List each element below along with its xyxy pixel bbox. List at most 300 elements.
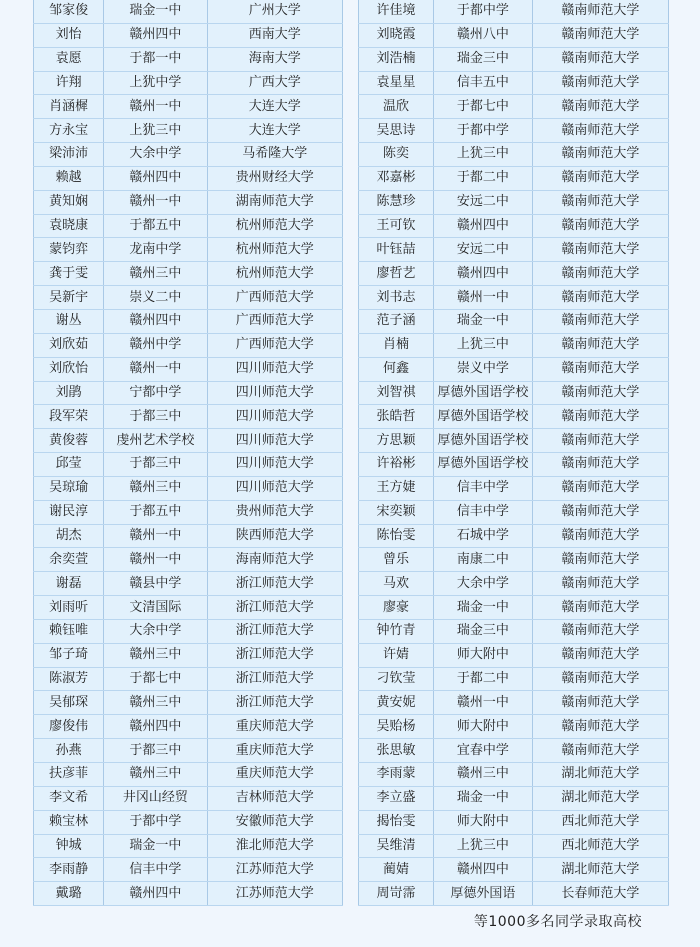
university-cell: 杭州师范大学 xyxy=(207,238,343,262)
high-school-cell: 瑞金一中 xyxy=(433,309,532,333)
high-school-cell: 赣县中学 xyxy=(104,572,207,596)
high-school-cell: 赣州四中 xyxy=(433,858,532,882)
high-school-cell: 赣州三中 xyxy=(104,763,207,787)
admission-table-right xyxy=(358,0,669,906)
university-cell: 赣南师范大学 xyxy=(532,23,668,47)
student-name-cell: 梁沛沛 xyxy=(34,143,104,167)
student-name-cell: 袁愿 xyxy=(34,47,104,71)
student-name-cell: 刘怡 xyxy=(34,23,104,47)
university-cell: 赣南师范大学 xyxy=(532,596,668,620)
university-cell: 重庆师范大学 xyxy=(207,715,343,739)
table-row xyxy=(359,810,669,834)
table-row xyxy=(359,0,669,23)
university-cell: 贵州师范大学 xyxy=(207,500,343,524)
table-row xyxy=(34,786,343,810)
student-name-cell: 邹家俊 xyxy=(34,0,104,23)
table-row xyxy=(359,23,669,47)
university-cell: 江苏师范大学 xyxy=(207,882,343,906)
table-row xyxy=(34,95,343,119)
student-name-cell: 邱莹 xyxy=(34,453,104,477)
table-row xyxy=(359,548,669,572)
high-school-cell: 上犹三中 xyxy=(433,834,532,858)
high-school-cell: 赣州一中 xyxy=(104,548,207,572)
high-school-cell: 于都三中 xyxy=(104,453,207,477)
student-name-cell: 吴贻杨 xyxy=(359,715,434,739)
high-school-cell: 崇义中学 xyxy=(433,357,532,381)
university-cell: 湖南师范大学 xyxy=(207,190,343,214)
footer-summary: 等1000多名同学录取高校 xyxy=(473,914,642,930)
student-name-cell: 方思颖 xyxy=(359,429,434,453)
student-name-cell: 许婧 xyxy=(359,643,434,667)
university-cell: 赣南师范大学 xyxy=(532,119,668,143)
table-row xyxy=(359,739,669,763)
high-school-cell: 赣州四中 xyxy=(433,214,532,238)
table-row xyxy=(359,763,669,787)
university-cell: 赣南师范大学 xyxy=(532,500,668,524)
high-school-cell: 龙南中学 xyxy=(104,238,207,262)
student-name-cell: 王可钦 xyxy=(359,214,434,238)
university-cell: 安徽师范大学 xyxy=(207,810,343,834)
table-row xyxy=(359,405,669,429)
table-row xyxy=(34,858,343,882)
student-name-cell: 马欢 xyxy=(359,572,434,596)
high-school-cell: 上犹三中 xyxy=(433,333,532,357)
table-row xyxy=(359,691,669,715)
high-school-cell: 大余中学 xyxy=(104,619,207,643)
table-row xyxy=(359,262,669,286)
high-school-cell: 瑞金一中 xyxy=(433,596,532,620)
student-name-cell: 刘鹃 xyxy=(34,381,104,405)
high-school-cell: 赣州三中 xyxy=(104,262,207,286)
high-school-cell: 瑞金一中 xyxy=(104,834,207,858)
high-school-cell: 师大附中 xyxy=(433,715,532,739)
student-name-cell: 周岢霈 xyxy=(359,882,434,906)
student-name-cell: 许翔 xyxy=(34,71,104,95)
student-name-cell: 陈淑芳 xyxy=(34,667,104,691)
university-cell: 赣南师范大学 xyxy=(532,667,668,691)
university-cell: 赣南师范大学 xyxy=(532,95,668,119)
student-name-cell: 方永宝 xyxy=(34,119,104,143)
student-name-cell: 揭怡雯 xyxy=(359,810,434,834)
table-row xyxy=(359,238,669,262)
university-cell: 湖北师范大学 xyxy=(532,858,668,882)
table-row xyxy=(34,71,343,95)
high-school-cell: 于都二中 xyxy=(433,166,532,190)
university-cell: 赣南师范大学 xyxy=(532,643,668,667)
high-school-cell: 安远二中 xyxy=(433,190,532,214)
table-row xyxy=(34,23,343,47)
university-cell: 大连大学 xyxy=(207,95,343,119)
table-row xyxy=(34,548,343,572)
high-school-cell: 于都七中 xyxy=(104,667,207,691)
university-cell: 赣南师范大学 xyxy=(532,524,668,548)
table-row xyxy=(34,143,343,167)
high-school-cell: 宁都中学 xyxy=(104,381,207,405)
student-name-cell: 刘雨听 xyxy=(34,596,104,620)
table-row xyxy=(34,476,343,500)
university-cell: 湖北师范大学 xyxy=(532,763,668,787)
student-name-cell: 陈怡雯 xyxy=(359,524,434,548)
high-school-cell: 赣州一中 xyxy=(104,357,207,381)
table-row xyxy=(34,309,343,333)
university-cell: 赣南师范大学 xyxy=(532,357,668,381)
student-name-cell: 赖钰唯 xyxy=(34,619,104,643)
high-school-cell: 崇义二中 xyxy=(104,286,207,310)
table-row xyxy=(34,166,343,190)
table-row xyxy=(34,500,343,524)
student-name-cell: 吴思诗 xyxy=(359,119,434,143)
high-school-cell: 赣州三中 xyxy=(104,643,207,667)
high-school-cell: 上犹中学 xyxy=(104,71,207,95)
university-cell: 广州大学 xyxy=(207,0,343,23)
high-school-cell: 瑞金三中 xyxy=(433,47,532,71)
student-name-cell: 蔺婧 xyxy=(359,858,434,882)
high-school-cell: 于都七中 xyxy=(433,95,532,119)
table-row xyxy=(34,214,343,238)
table-row xyxy=(359,71,669,95)
university-cell: 赣南师范大学 xyxy=(532,166,668,190)
university-cell: 大连大学 xyxy=(207,119,343,143)
student-name-cell: 廖俊伟 xyxy=(34,715,104,739)
high-school-cell: 信丰中学 xyxy=(433,500,532,524)
university-cell: 广西师范大学 xyxy=(207,333,343,357)
student-name-cell: 戴璐 xyxy=(34,882,104,906)
table-row xyxy=(359,214,669,238)
table-row xyxy=(359,786,669,810)
table-row xyxy=(34,238,343,262)
table-row xyxy=(34,381,343,405)
university-cell: 赣南师范大学 xyxy=(532,476,668,500)
student-name-cell: 肖涵樨 xyxy=(34,95,104,119)
university-cell: 赣南师范大学 xyxy=(532,0,668,23)
university-cell: 海南大学 xyxy=(207,47,343,71)
high-school-cell: 安远二中 xyxy=(433,238,532,262)
university-cell: 赣南师范大学 xyxy=(532,190,668,214)
student-name-cell: 谢民淳 xyxy=(34,500,104,524)
university-cell: 广西大学 xyxy=(207,71,343,95)
university-cell: 赣南师范大学 xyxy=(532,739,668,763)
student-name-cell: 龚于雯 xyxy=(34,262,104,286)
high-school-cell: 信丰中学 xyxy=(433,476,532,500)
university-cell: 西北师范大学 xyxy=(532,810,668,834)
student-name-cell: 王方婕 xyxy=(359,476,434,500)
student-name-cell: 廖哲艺 xyxy=(359,262,434,286)
table-row xyxy=(34,691,343,715)
student-name-cell: 叶钰喆 xyxy=(359,238,434,262)
table-row xyxy=(359,643,669,667)
student-name-cell: 李雨静 xyxy=(34,858,104,882)
high-school-cell: 赣州四中 xyxy=(433,262,532,286)
university-cell: 广西师范大学 xyxy=(207,309,343,333)
high-school-cell: 厚德外国语学校 xyxy=(433,405,532,429)
university-cell: 赣南师范大学 xyxy=(532,715,668,739)
high-school-cell: 于都二中 xyxy=(433,667,532,691)
table-row xyxy=(359,596,669,620)
high-school-cell: 赣州三中 xyxy=(104,476,207,500)
university-cell: 广西师范大学 xyxy=(207,286,343,310)
university-cell: 四川师范大学 xyxy=(207,357,343,381)
student-name-cell: 宋奕颖 xyxy=(359,500,434,524)
university-cell: 赣南师范大学 xyxy=(532,548,668,572)
table-row xyxy=(359,619,669,643)
student-name-cell: 谢磊 xyxy=(34,572,104,596)
high-school-cell: 于都五中 xyxy=(104,500,207,524)
student-name-cell: 余奕萱 xyxy=(34,548,104,572)
university-cell: 赣南师范大学 xyxy=(532,453,668,477)
student-name-cell: 廖豪 xyxy=(359,596,434,620)
table-row xyxy=(359,309,669,333)
university-cell: 赣南师范大学 xyxy=(532,381,668,405)
table-row xyxy=(359,834,669,858)
high-school-cell: 上犹三中 xyxy=(433,143,532,167)
student-name-cell: 刘晓霞 xyxy=(359,23,434,47)
university-cell: 四川师范大学 xyxy=(207,405,343,429)
table-row xyxy=(34,119,343,143)
student-name-cell: 吴琼瑜 xyxy=(34,476,104,500)
high-school-cell: 赣州四中 xyxy=(104,23,207,47)
student-name-cell: 黄安妮 xyxy=(359,691,434,715)
high-school-cell: 赣州一中 xyxy=(433,286,532,310)
university-cell: 贵州财经大学 xyxy=(207,166,343,190)
university-cell: 吉林师范大学 xyxy=(207,786,343,810)
university-cell: 江苏师范大学 xyxy=(207,858,343,882)
table-row xyxy=(34,596,343,620)
student-name-cell: 扶彦菲 xyxy=(34,763,104,787)
table-row xyxy=(34,572,343,596)
high-school-cell: 大余中学 xyxy=(433,572,532,596)
table-row xyxy=(34,262,343,286)
university-cell: 赣南师范大学 xyxy=(532,333,668,357)
university-cell: 浙江师范大学 xyxy=(207,572,343,596)
table-row xyxy=(34,333,343,357)
university-cell: 赣南师范大学 xyxy=(532,143,668,167)
student-name-cell: 曾乐 xyxy=(359,548,434,572)
high-school-cell: 师大附中 xyxy=(433,643,532,667)
university-cell: 浙江师范大学 xyxy=(207,691,343,715)
table-row xyxy=(34,429,343,453)
student-name-cell: 刘欣茹 xyxy=(34,333,104,357)
student-name-cell: 肖楠 xyxy=(359,333,434,357)
student-name-cell: 陈奕 xyxy=(359,143,434,167)
table-row xyxy=(34,524,343,548)
high-school-cell: 于都三中 xyxy=(104,739,207,763)
high-school-cell: 赣州中学 xyxy=(104,333,207,357)
university-cell: 四川师范大学 xyxy=(207,453,343,477)
student-name-cell: 蒙钧弈 xyxy=(34,238,104,262)
university-cell: 淮北师范大学 xyxy=(207,834,343,858)
table-row xyxy=(359,476,669,500)
university-cell: 马希隆大学 xyxy=(207,143,343,167)
high-school-cell: 厚德外国语学校 xyxy=(433,429,532,453)
table-row xyxy=(359,357,669,381)
table-row xyxy=(359,381,669,405)
university-cell: 赣南师范大学 xyxy=(532,429,668,453)
table-row xyxy=(34,0,343,23)
student-name-cell: 黄知娴 xyxy=(34,190,104,214)
admission-table-left xyxy=(33,0,343,906)
table-row xyxy=(34,810,343,834)
student-name-cell: 袁星星 xyxy=(359,71,434,95)
student-name-cell: 刘智祺 xyxy=(359,381,434,405)
university-cell: 浙江师范大学 xyxy=(207,667,343,691)
high-school-cell: 赣州四中 xyxy=(104,882,207,906)
student-name-cell: 刘书志 xyxy=(359,286,434,310)
table-row xyxy=(359,500,669,524)
table-row xyxy=(359,286,669,310)
student-name-cell: 刘欣怡 xyxy=(34,357,104,381)
university-cell: 杭州师范大学 xyxy=(207,262,343,286)
high-school-cell: 石城中学 xyxy=(433,524,532,548)
university-cell: 赣南师范大学 xyxy=(532,262,668,286)
high-school-cell: 于都中学 xyxy=(433,0,532,23)
university-cell: 杭州师范大学 xyxy=(207,214,343,238)
student-name-cell: 黄俊蓉 xyxy=(34,429,104,453)
table-row xyxy=(34,667,343,691)
table-row xyxy=(359,190,669,214)
high-school-cell: 赣州四中 xyxy=(104,166,207,190)
high-school-cell: 赣州一中 xyxy=(104,524,207,548)
table-row xyxy=(359,95,669,119)
high-school-cell: 厚德外国语学校 xyxy=(433,453,532,477)
student-name-cell: 张思敏 xyxy=(359,739,434,763)
university-cell: 赣南师范大学 xyxy=(532,286,668,310)
university-cell: 赣南师范大学 xyxy=(532,309,668,333)
high-school-cell: 瑞金三中 xyxy=(433,619,532,643)
table-row xyxy=(359,119,669,143)
student-name-cell: 孙燕 xyxy=(34,739,104,763)
high-school-cell: 赣州一中 xyxy=(104,95,207,119)
university-cell: 重庆师范大学 xyxy=(207,739,343,763)
table-row xyxy=(34,739,343,763)
student-name-cell: 吴维清 xyxy=(359,834,434,858)
student-name-cell: 吴郁琛 xyxy=(34,691,104,715)
student-name-cell: 谢丛 xyxy=(34,309,104,333)
university-cell: 四川师范大学 xyxy=(207,476,343,500)
table-row xyxy=(34,405,343,429)
high-school-cell: 厚德外国语 xyxy=(433,882,532,906)
student-name-cell: 张皓哲 xyxy=(359,405,434,429)
student-name-cell: 李文希 xyxy=(34,786,104,810)
high-school-cell: 宜春中学 xyxy=(433,739,532,763)
table-row xyxy=(359,524,669,548)
high-school-cell: 瑞金一中 xyxy=(433,786,532,810)
student-name-cell: 钟竹青 xyxy=(359,619,434,643)
high-school-cell: 赣州一中 xyxy=(433,691,532,715)
university-cell: 浙江师范大学 xyxy=(207,596,343,620)
student-name-cell: 陈慧珍 xyxy=(359,190,434,214)
university-cell: 赣南师范大学 xyxy=(532,214,668,238)
student-name-cell: 李立盛 xyxy=(359,786,434,810)
university-cell: 湖北师范大学 xyxy=(532,786,668,810)
student-name-cell: 李雨蒙 xyxy=(359,763,434,787)
student-name-cell: 段军荣 xyxy=(34,405,104,429)
table-row xyxy=(359,143,669,167)
table-row xyxy=(34,190,343,214)
student-name-cell: 许裕彬 xyxy=(359,453,434,477)
table-row xyxy=(34,763,343,787)
table-row xyxy=(34,453,343,477)
high-school-cell: 师大附中 xyxy=(433,810,532,834)
table-row xyxy=(34,834,343,858)
student-name-cell: 钟城 xyxy=(34,834,104,858)
university-cell: 四川师范大学 xyxy=(207,429,343,453)
university-cell: 西北师范大学 xyxy=(532,834,668,858)
high-school-cell: 南康二中 xyxy=(433,548,532,572)
high-school-cell: 信丰五中 xyxy=(433,71,532,95)
high-school-cell: 赣州四中 xyxy=(104,309,207,333)
high-school-cell: 于都三中 xyxy=(104,405,207,429)
high-school-cell: 井冈山经贸 xyxy=(104,786,207,810)
table-row xyxy=(359,572,669,596)
high-school-cell: 大余中学 xyxy=(104,143,207,167)
student-name-cell: 范子涵 xyxy=(359,309,434,333)
high-school-cell: 信丰中学 xyxy=(104,858,207,882)
student-name-cell: 刘浩楠 xyxy=(359,47,434,71)
table-row xyxy=(359,166,669,190)
student-name-cell: 赖宝林 xyxy=(34,810,104,834)
university-cell: 长春师范大学 xyxy=(532,882,668,906)
table-row xyxy=(359,429,669,453)
high-school-cell: 于都中学 xyxy=(104,810,207,834)
student-name-cell: 邓嘉彬 xyxy=(359,166,434,190)
university-cell: 西南大学 xyxy=(207,23,343,47)
table-row xyxy=(34,357,343,381)
student-name-cell: 袁晓康 xyxy=(34,214,104,238)
table-row xyxy=(359,715,669,739)
high-school-cell: 赣州三中 xyxy=(433,763,532,787)
table-row xyxy=(359,882,669,906)
table-row xyxy=(359,858,669,882)
table-row xyxy=(34,882,343,906)
university-cell: 四川师范大学 xyxy=(207,381,343,405)
university-cell: 浙江师范大学 xyxy=(207,619,343,643)
table-row xyxy=(359,667,669,691)
high-school-cell: 赣州三中 xyxy=(104,691,207,715)
student-name-cell: 温欣 xyxy=(359,95,434,119)
student-name-cell: 何鑫 xyxy=(359,357,434,381)
high-school-cell: 上犹三中 xyxy=(104,119,207,143)
student-name-cell: 赖越 xyxy=(34,166,104,190)
student-name-cell: 胡杰 xyxy=(34,524,104,548)
high-school-cell: 厚德外国语学校 xyxy=(433,381,532,405)
table-row xyxy=(34,643,343,667)
table-row xyxy=(34,286,343,310)
student-name-cell: 刁钦莹 xyxy=(359,667,434,691)
university-cell: 赣南师范大学 xyxy=(532,619,668,643)
table-row xyxy=(34,619,343,643)
student-name-cell: 邹子琦 xyxy=(34,643,104,667)
student-name-cell: 许佳境 xyxy=(359,0,434,23)
table-row xyxy=(359,333,669,357)
university-cell: 赣南师范大学 xyxy=(532,71,668,95)
university-cell: 陕西师范大学 xyxy=(207,524,343,548)
high-school-cell: 虔州艺术学校 xyxy=(104,429,207,453)
high-school-cell: 瑞金一中 xyxy=(104,0,207,23)
table-row xyxy=(34,47,343,71)
high-school-cell: 于都五中 xyxy=(104,214,207,238)
table-row xyxy=(359,47,669,71)
high-school-cell: 于都一中 xyxy=(104,47,207,71)
university-cell: 赣南师范大学 xyxy=(532,405,668,429)
university-cell: 赣南师范大学 xyxy=(532,238,668,262)
student-name-cell: 吴新宇 xyxy=(34,286,104,310)
university-cell: 浙江师范大学 xyxy=(207,643,343,667)
high-school-cell: 赣州一中 xyxy=(104,190,207,214)
university-cell: 重庆师范大学 xyxy=(207,763,343,787)
table-row xyxy=(34,715,343,739)
university-cell: 赣南师范大学 xyxy=(532,691,668,715)
high-school-cell: 于都中学 xyxy=(433,119,532,143)
